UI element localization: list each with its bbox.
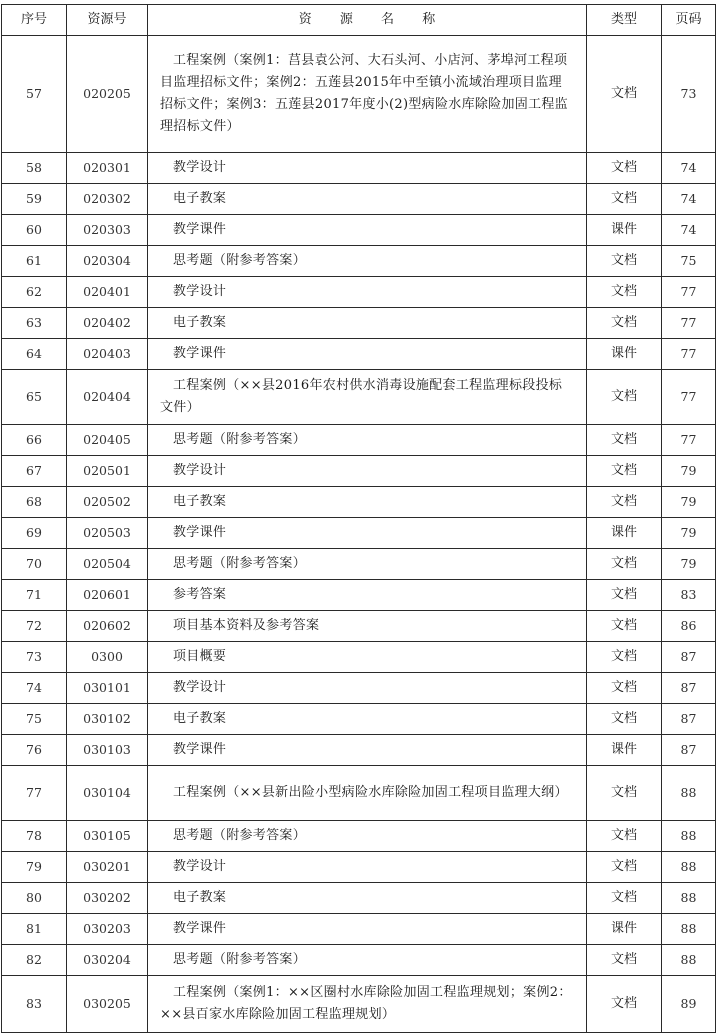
cell-type: 文档 [587, 580, 662, 611]
table-row [2, 821, 716, 852]
cell-type: 文档 [587, 425, 662, 456]
table-row [2, 308, 716, 339]
cell-name: 电子教案 [148, 487, 587, 518]
table-row [2, 766, 716, 821]
cell-type: 课件 [587, 735, 662, 766]
cell-type: 文档 [587, 277, 662, 308]
cell-type: 文档 [587, 456, 662, 487]
cell-page: 77 [662, 277, 716, 308]
table-header-row [2, 5, 716, 36]
cell-name: 工程案例（案例1：××区圈村水库除险加固工程监理规划；案例2：××县百家水库除险加固工程监理规划） [148, 976, 587, 1033]
cell-name: 思考题（附参考答案） [148, 425, 587, 456]
cell-type: 文档 [587, 883, 662, 914]
cell-seq: 78 [2, 821, 67, 852]
cell-name: 教学设计 [148, 153, 587, 184]
cell-page: 79 [662, 549, 716, 580]
cell-seq: 79 [2, 852, 67, 883]
cell-type: 文档 [587, 976, 662, 1033]
cell-code: 020401 [67, 277, 148, 308]
cell-type: 文档 [587, 184, 662, 215]
cell-name: 思考题（附参考答案） [148, 945, 587, 976]
cell-code: 030101 [67, 673, 148, 704]
cell-name: 工程案例（××县2016年农村供水消毒设施配套工程监理标段投标文件） [148, 370, 587, 425]
cell-code: 020602 [67, 611, 148, 642]
cell-page: 73 [662, 36, 716, 153]
cell-page: 79 [662, 456, 716, 487]
cell-code: 020402 [67, 308, 148, 339]
cell-code: 020301 [67, 153, 148, 184]
table-row [2, 456, 716, 487]
cell-type: 课件 [587, 215, 662, 246]
cell-page: 87 [662, 735, 716, 766]
cell-page: 74 [662, 153, 716, 184]
table-row [2, 976, 716, 1033]
cell-seq: 68 [2, 487, 67, 518]
table-row [2, 425, 716, 456]
cell-page: 87 [662, 673, 716, 704]
cell-page: 77 [662, 425, 716, 456]
cell-page: 88 [662, 766, 716, 821]
cell-seq: 59 [2, 184, 67, 215]
cell-page: 88 [662, 852, 716, 883]
cell-code: 020303 [67, 215, 148, 246]
table-row [2, 339, 716, 370]
table-row [2, 184, 716, 215]
cell-page: 89 [662, 976, 716, 1033]
cell-page: 88 [662, 945, 716, 976]
cell-code: 020404 [67, 370, 148, 425]
cell-code: 030202 [67, 883, 148, 914]
header-name: 资 源 名 称 [148, 5, 587, 36]
cell-seq: 67 [2, 456, 67, 487]
cell-seq: 74 [2, 673, 67, 704]
cell-name: 教学课件 [148, 735, 587, 766]
table-row [2, 883, 716, 914]
cell-page: 87 [662, 642, 716, 673]
cell-code: 020503 [67, 518, 148, 549]
cell-name: 电子教案 [148, 308, 587, 339]
cell-code: 020302 [67, 184, 148, 215]
cell-seq: 73 [2, 642, 67, 673]
table-row [2, 642, 716, 673]
cell-name: 项目概要 [148, 642, 587, 673]
cell-page: 79 [662, 487, 716, 518]
cell-type: 课件 [587, 914, 662, 945]
cell-type: 文档 [587, 852, 662, 883]
cell-page: 75 [662, 246, 716, 277]
cell-type: 文档 [587, 153, 662, 184]
table-row [2, 611, 716, 642]
cell-code: 030103 [67, 735, 148, 766]
header-code: 资源号 [67, 5, 148, 36]
cell-type: 文档 [587, 549, 662, 580]
cell-name: 教学课件 [148, 215, 587, 246]
cell-name: 教学设计 [148, 277, 587, 308]
cell-seq: 65 [2, 370, 67, 425]
cell-type: 文档 [587, 246, 662, 277]
cell-page: 88 [662, 821, 716, 852]
cell-seq: 60 [2, 215, 67, 246]
cell-type: 课件 [587, 518, 662, 549]
cell-name: 项目基本资料及参考答案 [148, 611, 587, 642]
cell-type: 文档 [587, 704, 662, 735]
cell-page: 77 [662, 339, 716, 370]
cell-name: 教学课件 [148, 339, 587, 370]
cell-seq: 75 [2, 704, 67, 735]
table-row [2, 852, 716, 883]
cell-type: 文档 [587, 370, 662, 425]
cell-page: 77 [662, 370, 716, 425]
cell-name: 教学课件 [148, 518, 587, 549]
table-row [2, 36, 716, 153]
cell-code: 020304 [67, 246, 148, 277]
cell-page: 88 [662, 914, 716, 945]
cell-name: 工程案例（××县新出险小型病险水库除险加固工程项目监理大纲） [148, 766, 587, 821]
cell-code: 0300 [67, 642, 148, 673]
cell-type: 文档 [587, 36, 662, 153]
resource-table [1, 4, 716, 1033]
cell-type: 文档 [587, 642, 662, 673]
header-seq: 序号 [2, 5, 67, 36]
cell-name: 电子教案 [148, 184, 587, 215]
cell-page: 74 [662, 184, 716, 215]
cell-code: 030201 [67, 852, 148, 883]
cell-page: 83 [662, 580, 716, 611]
cell-type: 文档 [587, 821, 662, 852]
table-row [2, 945, 716, 976]
cell-seq: 71 [2, 580, 67, 611]
cell-type: 文档 [587, 945, 662, 976]
cell-name: 教学设计 [148, 673, 587, 704]
cell-seq: 61 [2, 246, 67, 277]
table-row [2, 673, 716, 704]
cell-seq: 77 [2, 766, 67, 821]
cell-type: 文档 [587, 611, 662, 642]
table-row [2, 580, 716, 611]
cell-seq: 82 [2, 945, 67, 976]
cell-code: 020501 [67, 456, 148, 487]
cell-type: 文档 [587, 487, 662, 518]
cell-name: 教学设计 [148, 456, 587, 487]
cell-name: 思考题（附参考答案） [148, 821, 587, 852]
cell-seq: 66 [2, 425, 67, 456]
cell-seq: 80 [2, 883, 67, 914]
cell-code: 030205 [67, 976, 148, 1033]
cell-seq: 76 [2, 735, 67, 766]
cell-code: 030102 [67, 704, 148, 735]
cell-code: 030204 [67, 945, 148, 976]
cell-page: 86 [662, 611, 716, 642]
cell-code: 030203 [67, 914, 148, 945]
cell-name: 教学课件 [148, 914, 587, 945]
table-row [2, 153, 716, 184]
cell-seq: 81 [2, 914, 67, 945]
cell-seq: 83 [2, 976, 67, 1033]
header-page: 页码 [662, 5, 716, 36]
table-row [2, 487, 716, 518]
cell-page: 88 [662, 883, 716, 914]
cell-name: 思考题（附参考答案） [148, 246, 587, 277]
cell-seq: 63 [2, 308, 67, 339]
cell-code: 030104 [67, 766, 148, 821]
cell-page: 79 [662, 518, 716, 549]
cell-code: 020504 [67, 549, 148, 580]
table-row [2, 277, 716, 308]
cell-code: 020601 [67, 580, 148, 611]
cell-name: 电子教案 [148, 883, 587, 914]
cell-seq: 57 [2, 36, 67, 153]
cell-name: 思考题（附参考答案） [148, 549, 587, 580]
header-type: 类型 [587, 5, 662, 36]
table-row [2, 704, 716, 735]
cell-name: 工程案例（案例1：莒县袁公河、大石头河、小店河、茅埠河工程项目监理招标文件；案例2：五莲县2015年中至镇小流域治理项目监理招标文件；案例3：五莲县2017年度小(2)型病险水库除险加固工程监理招标文件） [148, 36, 587, 153]
cell-code: 020502 [67, 487, 148, 518]
table-row [2, 914, 716, 945]
cell-type: 课件 [587, 339, 662, 370]
cell-code: 020205 [67, 36, 148, 153]
cell-seq: 58 [2, 153, 67, 184]
cell-seq: 70 [2, 549, 67, 580]
table-row [2, 549, 716, 580]
cell-seq: 64 [2, 339, 67, 370]
cell-name: 参考答案 [148, 580, 587, 611]
cell-seq: 69 [2, 518, 67, 549]
cell-page: 77 [662, 308, 716, 339]
cell-name: 电子教案 [148, 704, 587, 735]
cell-type: 文档 [587, 673, 662, 704]
cell-page: 87 [662, 704, 716, 735]
cell-seq: 62 [2, 277, 67, 308]
table-row [2, 370, 716, 425]
cell-code: 020403 [67, 339, 148, 370]
cell-type: 文档 [587, 766, 662, 821]
table-row [2, 215, 716, 246]
cell-type: 文档 [587, 308, 662, 339]
cell-code: 020405 [67, 425, 148, 456]
cell-name: 教学设计 [148, 852, 587, 883]
table-row [2, 246, 716, 277]
table-row [2, 735, 716, 766]
cell-seq: 72 [2, 611, 67, 642]
cell-page: 74 [662, 215, 716, 246]
table-row [2, 518, 716, 549]
cell-code: 030105 [67, 821, 148, 852]
table-body [2, 36, 716, 1033]
